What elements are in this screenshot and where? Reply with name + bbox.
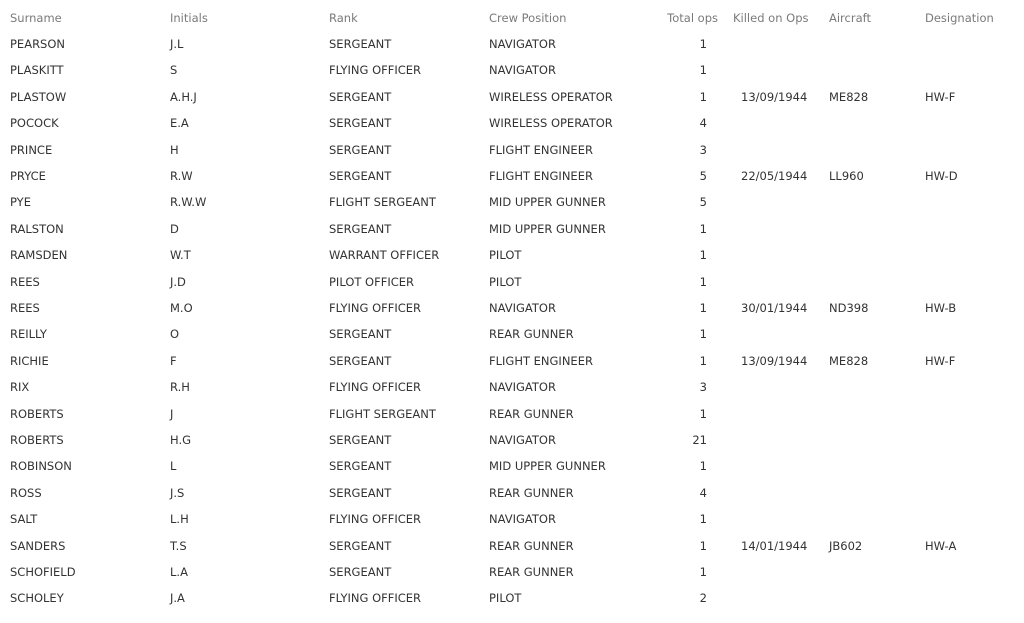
initials-cell: D	[170, 221, 179, 236]
total-ops-cell: 1	[699, 301, 707, 315]
total-ops-cell: 1	[699, 353, 707, 368]
crew-position-cell: REAR GUNNER	[489, 538, 574, 553]
rank-cell: SERGEANT	[329, 459, 392, 474]
rank-cell: WARRANT OFFICER	[329, 248, 440, 263]
surname-cell: SCHOLEY	[10, 591, 64, 606]
rank-cell: SERGEANT	[329, 89, 392, 104]
rank-cell: PILOT OFFICER	[329, 274, 415, 289]
total-ops-cell: 1	[699, 63, 707, 78]
initials-cell: J.S	[170, 485, 185, 500]
initials-cell: F	[170, 353, 177, 368]
initials-cell: L.A	[170, 565, 188, 579]
surname-cell: SCHOFIELD	[10, 565, 76, 579]
total-ops-cell: 1	[699, 221, 707, 236]
initials-cell: J.L	[170, 37, 184, 51]
initials-cell: T.S	[170, 538, 187, 553]
table-row	[0, 110, 1024, 136]
initials-cell: S	[170, 63, 178, 78]
table-row	[0, 480, 1024, 506]
header-aircraft[interactable]: Aircraft	[829, 11, 871, 25]
table-row	[0, 31, 1024, 57]
designation-cell: HW-F	[925, 353, 956, 368]
crew-position-cell: WIRELESS OPERATOR	[489, 89, 613, 104]
designation-cell: HW-F	[925, 89, 956, 104]
surname-cell: SANDERS	[10, 538, 66, 553]
crew-position-cell: PILOT	[489, 591, 522, 606]
total-ops-cell: 1	[699, 248, 707, 263]
surname-cell: ROSS	[10, 485, 42, 500]
header-killed-on-ops[interactable]: Killed on Ops	[733, 11, 809, 25]
designation-cell: HW-D	[925, 169, 958, 183]
table-row	[0, 189, 1024, 215]
surname-cell: ROBERTS	[10, 406, 64, 421]
surname-cell: POCOCK	[10, 116, 59, 131]
table-row	[0, 427, 1024, 453]
total-ops-cell: 3	[699, 142, 707, 157]
rank-cell: SERGEANT	[329, 485, 392, 500]
rank-cell: SERGEANT	[329, 538, 392, 553]
initials-cell: E.A	[170, 116, 189, 131]
designation-cell: HW-A	[925, 538, 957, 553]
rank-cell: FLIGHT SERGEANT	[329, 406, 436, 421]
crew-position-cell: NAVIGATOR	[489, 433, 556, 447]
aircraft-cell: ND398	[829, 301, 869, 315]
initials-cell: H.G	[170, 433, 192, 447]
surname-cell: REILLY	[10, 327, 47, 342]
total-ops-cell: 1	[699, 512, 707, 527]
total-ops-cell: 1	[699, 89, 707, 104]
aircraft-cell: LL960	[829, 169, 864, 183]
rank-cell: FLYING OFFICER	[329, 380, 422, 395]
surname-cell: RICHIE	[10, 353, 49, 368]
initials-cell: O	[170, 327, 180, 342]
total-ops-cell: 5	[699, 169, 707, 183]
surname-cell: SALT	[10, 512, 38, 527]
rank-cell: SERGEANT	[329, 565, 392, 579]
killed-on-ops-cell: 30/01/1944	[741, 301, 808, 315]
table-row	[0, 84, 1024, 110]
rank-cell: FLYING OFFICER	[329, 63, 422, 78]
initials-cell: H	[170, 142, 179, 157]
aircraft-cell: JB602	[829, 538, 863, 553]
header-surname[interactable]: Surname	[10, 11, 62, 25]
rank-cell: SERGEANT	[329, 221, 392, 236]
surname-cell: REES	[10, 301, 40, 315]
surname-cell: PLASTOW	[10, 89, 67, 104]
crew-position-cell: REAR GUNNER	[489, 406, 574, 421]
aircraft-cell: ME828	[829, 89, 869, 104]
crew-position-cell: MID UPPER GUNNER	[489, 459, 606, 474]
rank-cell: FLYING OFFICER	[329, 591, 422, 606]
killed-on-ops-cell: 22/05/1944	[741, 169, 808, 183]
header-rank[interactable]: Rank	[329, 11, 358, 25]
table-row	[0, 374, 1024, 400]
surname-cell: RALSTON	[10, 221, 64, 236]
total-ops-cell: 1	[699, 459, 707, 474]
table-row	[0, 269, 1024, 295]
total-ops-cell: 1	[699, 327, 707, 342]
rank-cell: SERGEANT	[329, 169, 392, 183]
killed-on-ops-cell: 13/09/1944	[741, 89, 808, 104]
crew-position-cell: NAVIGATOR	[489, 63, 556, 78]
header-row	[0, 5, 1024, 31]
surname-cell: ROBINSON	[10, 459, 72, 474]
table-row	[0, 216, 1024, 242]
surname-cell: RAMSDEN	[10, 248, 68, 263]
rank-cell: SERGEANT	[329, 353, 392, 368]
surname-cell: PRYCE	[10, 169, 46, 183]
rank-cell: FLIGHT SERGEANT	[329, 195, 436, 210]
table-row	[0, 533, 1024, 559]
total-ops-cell: 1	[699, 37, 707, 51]
initials-cell: L.H	[170, 512, 189, 527]
aircraft-cell: ME828	[829, 353, 869, 368]
killed-on-ops-cell: 13/09/1944	[741, 353, 808, 368]
initials-cell: R.W.W	[170, 195, 207, 210]
rank-cell: SERGEANT	[329, 37, 392, 51]
crew-position-cell: PILOT	[489, 248, 522, 263]
crew-position-cell: NAVIGATOR	[489, 512, 556, 527]
surname-cell: ROBERTS	[10, 433, 64, 447]
initials-cell: J	[170, 406, 174, 421]
header-total-ops[interactable]: Total ops	[667, 11, 718, 25]
initials-cell: A.H.J	[170, 89, 197, 104]
rank-cell: FLYING OFFICER	[329, 512, 422, 527]
surname-cell: PEARSON	[10, 37, 66, 51]
total-ops-cell: 1	[699, 538, 707, 553]
table-row	[0, 506, 1024, 532]
crew-position-cell: MID UPPER GUNNER	[489, 195, 606, 210]
surname-cell: PLASKITT	[10, 63, 64, 78]
surname-cell: REES	[10, 274, 40, 289]
crew-position-cell: REAR GUNNER	[489, 327, 574, 342]
table-row	[0, 57, 1024, 83]
rank-cell: SERGEANT	[329, 433, 392, 447]
total-ops-cell: 3	[699, 380, 707, 395]
total-ops-cell: 21	[692, 433, 707, 447]
crew-position-cell: REAR GUNNER	[489, 565, 574, 579]
total-ops-cell: 2	[699, 591, 707, 606]
table-row	[0, 559, 1024, 585]
initials-cell: R.W	[170, 169, 193, 183]
crew-position-cell: WIRELESS OPERATOR	[489, 116, 613, 131]
total-ops-cell: 5	[699, 195, 707, 210]
surname-cell: RIX	[10, 380, 30, 395]
initials-cell: R.H	[170, 380, 190, 395]
killed-on-ops-cell: 14/01/1944	[741, 538, 808, 553]
initials-cell: W.T	[170, 248, 191, 263]
table-row	[0, 295, 1024, 321]
rank-cell: FLYING OFFICER	[329, 301, 422, 315]
total-ops-cell: 1	[699, 274, 707, 289]
crew-position-cell: NAVIGATOR	[489, 301, 556, 315]
rank-cell: SERGEANT	[329, 327, 392, 342]
total-ops-cell: 1	[699, 406, 707, 421]
rank-cell: SERGEANT	[329, 116, 392, 131]
crew-position-cell: MID UPPER GUNNER	[489, 221, 606, 236]
surname-cell: PRINCE	[10, 142, 53, 157]
header-crew-position[interactable]: Crew Position	[489, 11, 567, 25]
table-row	[0, 242, 1024, 268]
initials-cell: J.A	[170, 591, 185, 606]
rank-cell: SERGEANT	[329, 142, 392, 157]
table-row	[0, 453, 1024, 479]
header-designation[interactable]: Designation	[925, 11, 994, 25]
crew-position-cell: NAVIGATOR	[489, 37, 556, 51]
crew-position-cell: FLIGHT ENGINEER	[489, 169, 593, 183]
table-row	[0, 321, 1024, 347]
header-initials[interactable]: Initials	[170, 11, 208, 25]
initials-cell: M.O	[170, 301, 193, 315]
table-row	[0, 163, 1024, 189]
initials-cell: L	[170, 459, 177, 474]
initials-cell: J.D	[170, 274, 186, 289]
total-ops-cell: 1	[699, 565, 707, 579]
crew-position-cell: REAR GUNNER	[489, 485, 574, 500]
table-row	[0, 137, 1024, 163]
crew-position-cell: FLIGHT ENGINEER	[489, 142, 593, 157]
designation-cell: HW-B	[925, 301, 957, 315]
table-row	[0, 348, 1024, 374]
crew-position-cell: NAVIGATOR	[489, 380, 556, 395]
total-ops-cell: 4	[699, 485, 707, 500]
table-row	[0, 401, 1024, 427]
table-row	[0, 585, 1024, 611]
total-ops-cell: 4	[699, 116, 707, 131]
crew-position-cell: PILOT	[489, 274, 522, 289]
crew-position-cell: FLIGHT ENGINEER	[489, 353, 593, 368]
surname-cell: PYE	[10, 195, 31, 210]
